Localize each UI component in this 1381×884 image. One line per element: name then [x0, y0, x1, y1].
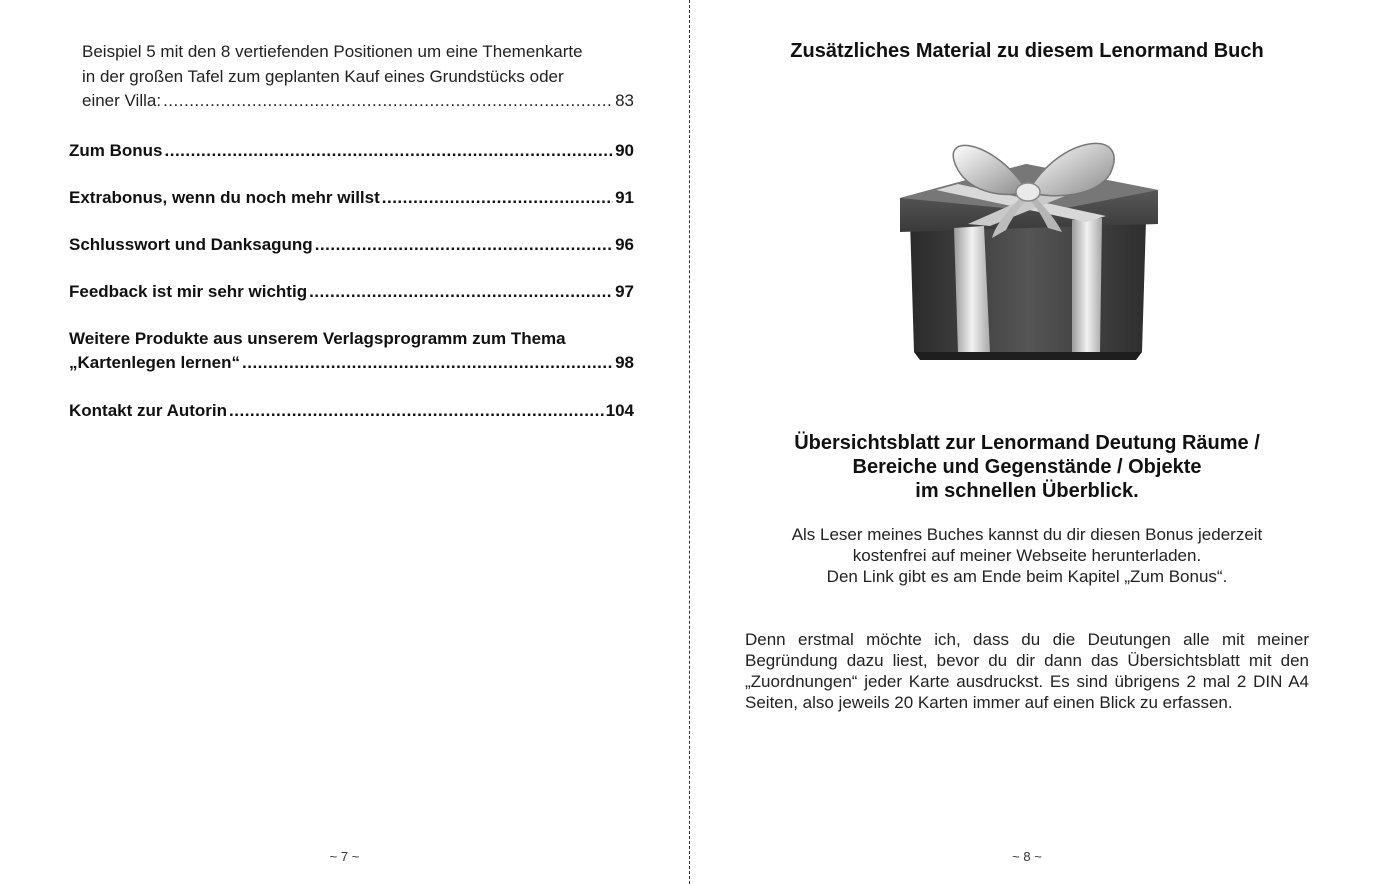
dot-leader [242, 351, 613, 375]
toc-entry-title: Kontakt zur Autorin [69, 401, 228, 420]
toc-sub-line: einer Villa: [82, 91, 162, 110]
gift-body [910, 220, 1146, 352]
gift-box-icon [896, 120, 1162, 388]
toc-entry-title-line: Weitere Produkte aus unserem Verlagsprogramm zum Thema [69, 329, 566, 348]
description-line: Den Link gibt es am Ende beim Kapitel „Zum Bonus“. [826, 567, 1228, 586]
heading-line: im schnellen Überblick. [915, 480, 1139, 502]
body-paragraph: Denn erstmal möchte ich, dass du die Deutungen alle mit meiner Begründung dazu liest, bevor du dir dann das Übersichtsblatt mit den „Zuordnungen“ jeder Karte ausdruckst. Es sind übrigens 2 mal 2 DIN A4 Seiten, also jeweils 20 Karten immer auf einen Blick zu erfassen. [745, 630, 1309, 712]
toc-entry-title: Extrabonus, wenn du noch mehr willst [69, 188, 380, 207]
toc-page-number: 91 [615, 188, 634, 207]
page-number-right: ~ 8 ~ [1012, 849, 1042, 864]
toc-entry-extrabonus[interactable] [69, 186, 634, 210]
toc-entry-title: Zum Bonus [69, 141, 163, 160]
heading-line: Bereiche und Gegenstände / Objekte [852, 456, 1202, 478]
toc-entry-weitere-produkte[interactable] [69, 327, 634, 375]
heading-line: Übersichtsblatt zur Lenormand Deutung Räume / [794, 432, 1260, 454]
toc-entry-title: Feedback ist mir sehr wichtig [69, 282, 308, 301]
toc-page-number: 98 [615, 353, 634, 372]
dot-leader [229, 399, 604, 423]
toc-entry-feedback[interactable] [69, 280, 634, 304]
toc-sub-entry[interactable] [82, 40, 634, 114]
description-line: Als Leser meines Buches kannst du dir diesen Bonus jederzeit [791, 525, 1263, 544]
page-divider [689, 0, 690, 884]
bonus-heading [691, 431, 1363, 503]
toc-sub-line: in der großen Tafel zum geplanten Kauf eines Grundstücks oder [82, 66, 564, 86]
dot-leader [163, 89, 613, 114]
toc-page-number: 104 [605, 401, 634, 420]
toc-entry-title: „Kartenlegen lernen“ [69, 353, 240, 372]
toc-entry-schlusswort[interactable] [69, 233, 634, 257]
dot-leader [382, 186, 613, 210]
gift-ribbon [954, 226, 990, 352]
bonus-description [691, 524, 1363, 587]
toc-entry-zum-bonus[interactable] [69, 139, 634, 163]
dot-leader [315, 233, 613, 257]
toc-sub-line: Beispiel 5 mit den 8 vertiefenden Positionen um eine Themenkarte [82, 42, 583, 61]
page-number-left: ~ 7 ~ [329, 849, 360, 864]
description-line: kostenfrei auf meiner Webseite herunterladen. [852, 546, 1202, 565]
dot-leader [165, 139, 614, 163]
toc-page-number: 97 [615, 282, 634, 301]
toc-page-number: 83 [615, 91, 634, 110]
toc-page-number: 96 [615, 235, 634, 254]
page-title: Zusätzliches Material zu diesem Lenormand Buch [790, 40, 1264, 62]
toc-page-number: 90 [615, 141, 634, 160]
dot-leader [309, 280, 613, 304]
toc-entry-title: Schlusswort und Danksagung [69, 235, 313, 254]
left-page [0, 0, 689, 884]
toc-entry-kontakt[interactable] [69, 399, 634, 423]
